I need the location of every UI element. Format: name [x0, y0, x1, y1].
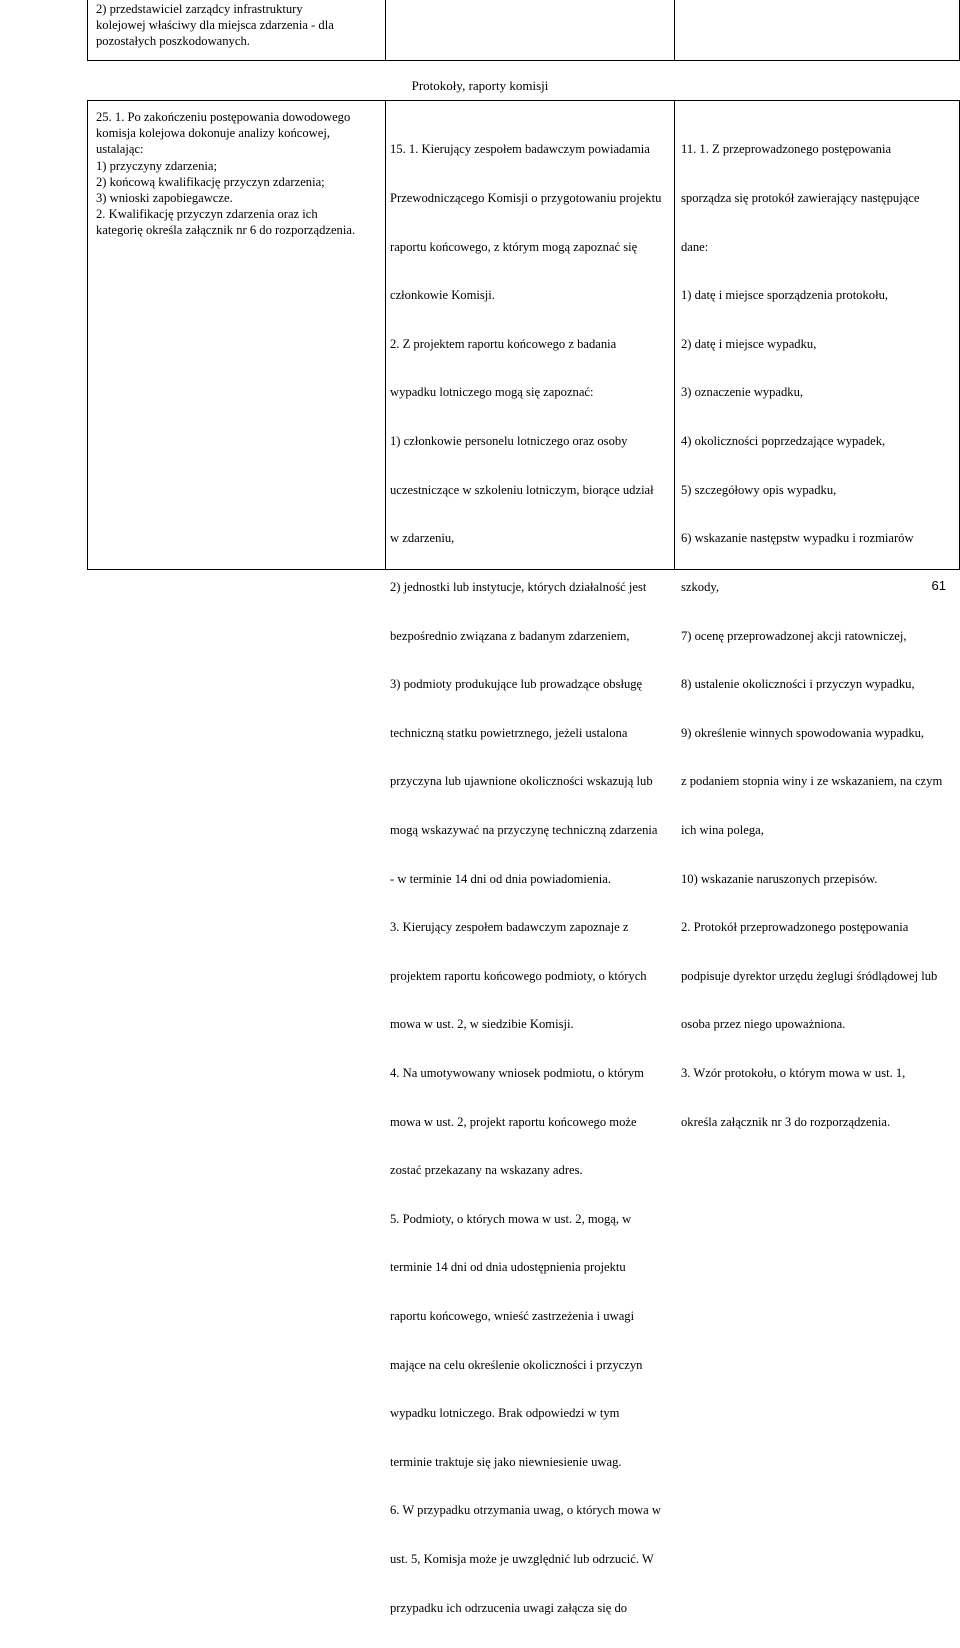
text-line: 9) określenie winnych spowodowania wypadku, — [681, 725, 925, 740]
text-line: 8) ustalenie okoliczności i przyczyn wypadku, — [681, 677, 915, 692]
text-line: 4) okoliczności poprzedzające wypadek, — [681, 434, 886, 449]
text-line: ustalając: — [96, 142, 144, 157]
text-line: wypadku lotniczego. Brak odpowiedzi w tym — [390, 1406, 620, 1421]
text-line: szkody, — [681, 579, 720, 594]
text-line: 2. Kwalifikację przyczyn zdarzenia oraz ich — [96, 207, 318, 222]
text-line: dane: — [681, 239, 709, 254]
text-line: 2. Protokół przeprowadzonego postępowania — [681, 920, 909, 935]
text-line: wypadku lotniczego mogą się zapoznać: — [390, 385, 594, 400]
text-line: 1) datę i miejsce sporządzenia protokołu, — [681, 288, 889, 303]
text-line: kolejowej właściwy dla miejsca zdarzenia - dla — [96, 18, 334, 33]
text-line: 11. 1. Z przeprowadzonego postępowania — [681, 142, 892, 157]
text-line: w zdarzeniu, — [390, 531, 455, 546]
text-line: techniczną statku powietrznego, jeżeli ustalona — [390, 725, 628, 740]
top-row-cell-3 — [674, 0, 960, 61]
column-1-text — [96, 109, 382, 239]
text-line: 15. 1. Kierujący zespołem badawczym powiadamia — [390, 142, 650, 157]
text-line: 6) wskazanie następstw wypadku i rozmiarów — [681, 531, 914, 546]
text-line: mające na celu określenie okoliczności i przyczyn — [390, 1357, 643, 1372]
text-line: 6. W przypadku otrzymania uwag, o których mowa w — [390, 1503, 661, 1518]
text-line: mogą wskazywać na przyczynę techniczną zdarzenia — [390, 822, 658, 837]
text-line: terminie traktuje się jako niewniesienie uwag. — [390, 1454, 622, 1469]
top-row-cell-2 — [385, 0, 675, 61]
column-3-text — [681, 109, 957, 1162]
text-line: 3. Kierujący zespołem badawczym zapoznaje z — [390, 920, 629, 935]
column-2-text — [390, 109, 672, 1648]
text-line: 2) jednostki lub instytucje, których działalność jest — [390, 579, 647, 594]
text-line: mowa w ust. 2, w siedzibie Komisji. — [390, 1017, 574, 1032]
text-line: raportu końcowego, z którym mogą zapoznać się — [390, 239, 638, 254]
text-line: przyczyna lub ujawnione okoliczności wskazują lub — [390, 774, 653, 789]
text-line: przypadku ich odrzucenia uwagi załącza się do — [390, 1600, 628, 1615]
text-line: raportu końcowego, wnieść zastrzeżenia i uwagi — [390, 1309, 635, 1324]
text-line: 3) wnioski zapobiegawcze. — [96, 191, 233, 206]
text-line: 3) oznaczenie wypadku, — [681, 385, 804, 400]
text-line: 25. 1. Po zakończeniu postępowania dowodowego — [96, 110, 351, 124]
text-line: 7) ocenę przeprowadzonej akcji ratowniczej, — [681, 628, 907, 643]
text-line: 3) podmioty produkujące lub prowadzące obsługę — [390, 677, 643, 692]
text-line: 2. Z projektem raportu końcowego z badania — [390, 336, 617, 351]
text-line: 2) datę i miejsce wypadku, — [681, 336, 817, 351]
text-line: 3. Wzór protokołu, o którym mowa w ust. 1, — [681, 1065, 906, 1080]
text-line: pozostałych poszkodowanych. — [96, 34, 250, 49]
text-line: uczestniczące w szkoleniu lotniczym, biorące udział — [390, 482, 654, 497]
text-line: 1) przyczyny zdarzenia; — [96, 158, 217, 173]
text-line: 2) końcową kwalifikację przyczyn zdarzenia; — [96, 174, 325, 189]
text-line: kategorię określa załącznik nr 6 do rozporządzenia. — [96, 223, 356, 238]
text-line: projektem raportu końcowego podmioty, o których — [390, 968, 647, 983]
text-line: mowa w ust. 2, projekt raportu końcowego może — [390, 1114, 637, 1129]
text-line: sporządza się protokół zawierający następujące — [681, 191, 920, 206]
text-line: 5. Podmioty, o których mowa w ust. 2, mogą, w — [390, 1211, 632, 1226]
text-line: 5) szczegółowy opis wypadku, — [681, 482, 837, 497]
text-line: z podaniem stopnia winy i ze wskazaniem, na czym — [681, 774, 943, 789]
section-header: Protokoły, raporty komisji — [411, 78, 549, 93]
text-line: bezpośrednio związana z badanym zdarzeniem, — [390, 628, 630, 643]
text-line: osoba przez niego upoważniona. — [681, 1017, 846, 1032]
text-line: podpisuje dyrektor urzędu żeglugi śródlądowej lub — [681, 968, 938, 983]
top-cell-text — [96, 1, 382, 50]
text-line: komisja kolejowa dokonuje analizy końcowej, — [96, 126, 330, 141]
text-line: zostać przekazany na wskazany adres. — [390, 1163, 583, 1178]
text-line: członkowie Komisji. — [390, 288, 495, 303]
text-line: ust. 5, Komisja może je uwzględnić lub odrzucić. W — [390, 1552, 654, 1567]
text-line: - w terminie 14 dni od dnia powiadomienia. — [390, 871, 612, 886]
text-line: 10) wskazanie naruszonych przepisów. — [681, 871, 878, 886]
text-line: 1) członkowie personelu lotniczego oraz osoby — [390, 434, 628, 449]
text-line: określa załącznik nr 3 do rozporządzenia. — [681, 1114, 891, 1129]
text-line: Przewodniczącego Komisji o przygotowaniu projektu — [390, 191, 662, 206]
text-line: 4. Na umotywowany wniosek podmiotu, o którym — [390, 1065, 644, 1080]
text-line: 2) przedstawiciel zarządcy infrastruktury — [96, 2, 303, 16]
text-line: ich wina polega, — [681, 822, 764, 837]
page-number: 61 — [931, 578, 946, 593]
text-line: terminie 14 dni od dnia udostępnienia projektu — [390, 1260, 626, 1275]
